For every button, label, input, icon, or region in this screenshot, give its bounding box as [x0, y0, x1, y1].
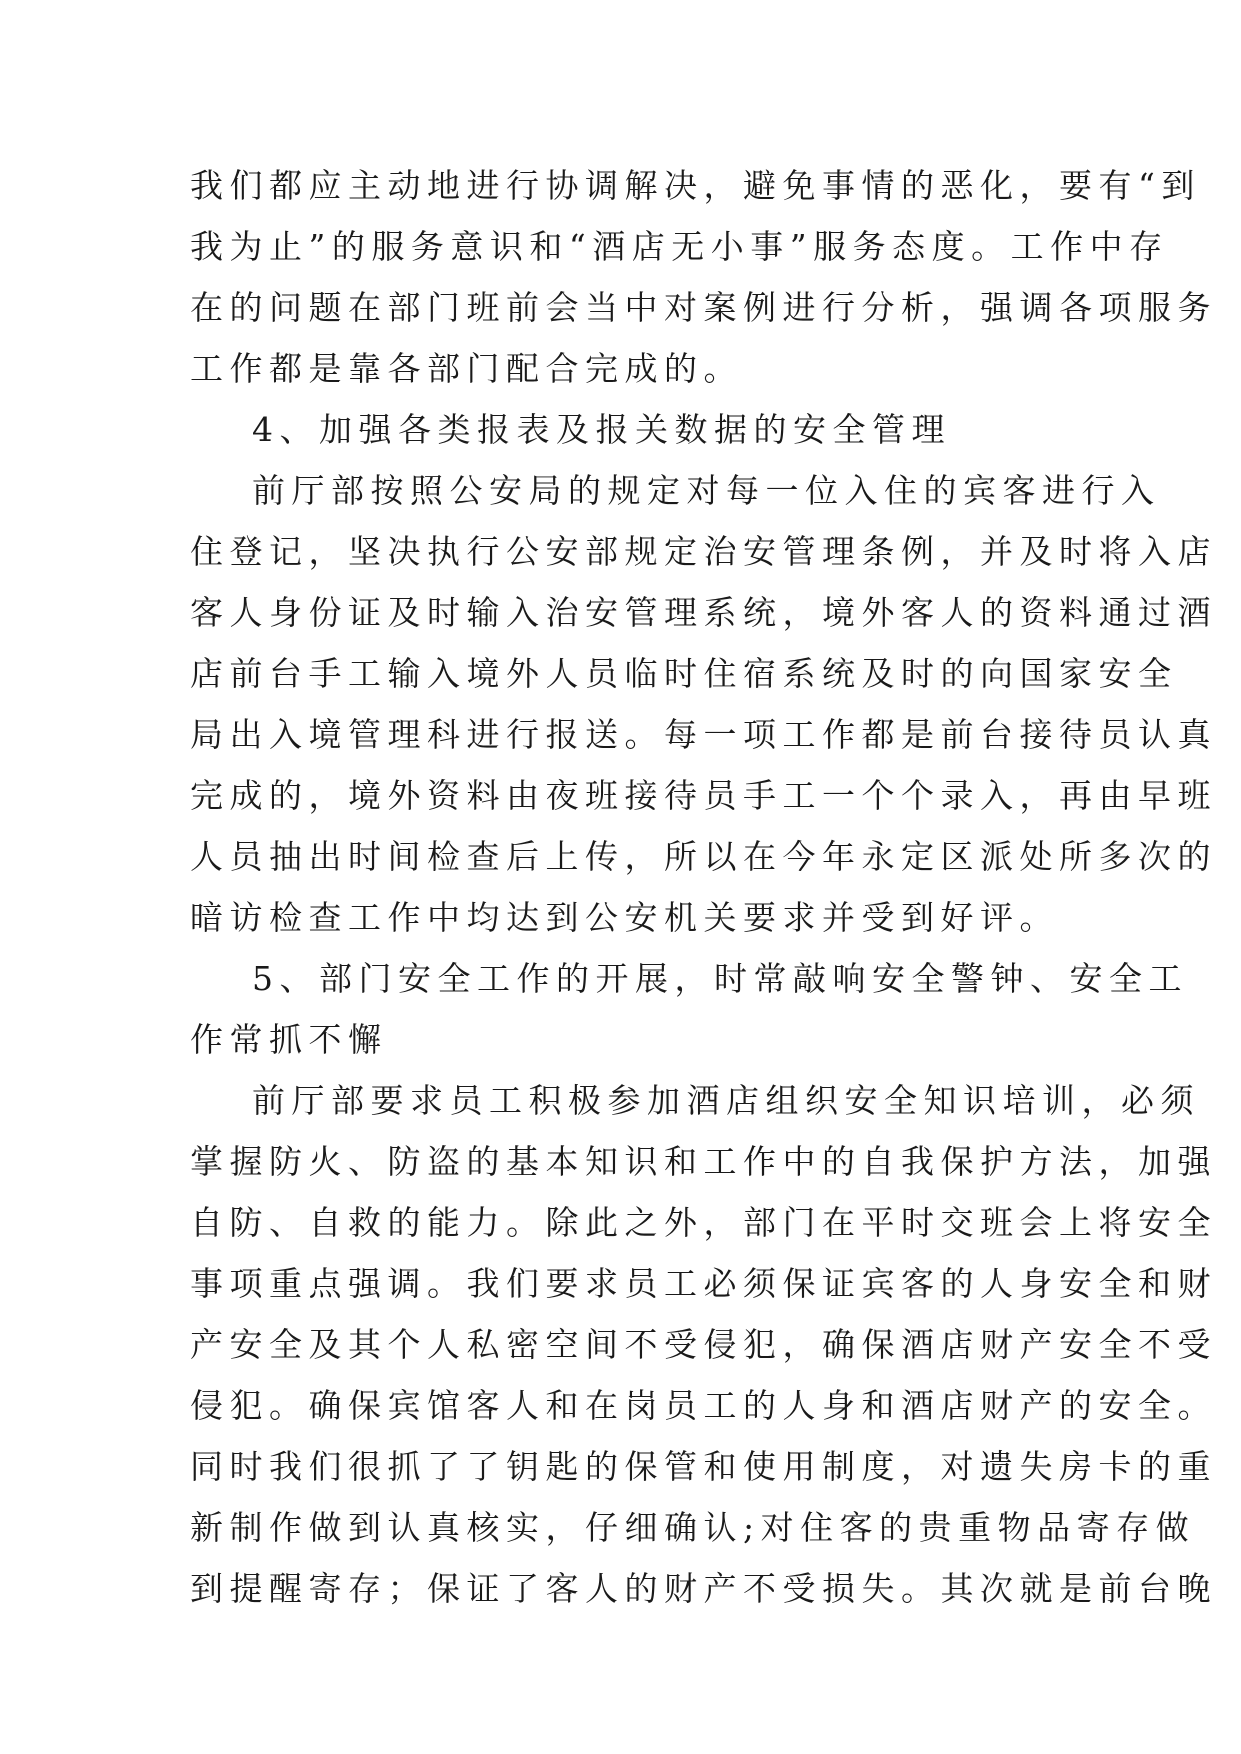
- text-line: 前厅部按照公安局的规定对每一位入住的宾客进行入: [252, 471, 1161, 510]
- text-line: 掌握防火、防盗的基本知识和工作中的自我保护方法，加强: [190, 1142, 1217, 1181]
- section-heading: 5、部门安全工作的开展，时常敲响安全警钟、安全工: [252, 959, 1188, 998]
- text-line: 到提醒寄存；保证了客人的财产不受损失。其次就是前台晚: [190, 1569, 1217, 1608]
- text-line: 工作都是靠各部门配合完成的。: [190, 349, 743, 388]
- text-line: 在的问题在部门班前会当中对案例进行分析，强调各项服务: [190, 288, 1217, 327]
- text-line: 我为止”的服务意识和“酒店无小事”服务态度。工作中存: [190, 227, 1169, 266]
- section-heading-continued: 作常抓不懈: [190, 1020, 388, 1059]
- text-line: 局出入境管理科进行报送。每一项工作都是前台接待员认真: [190, 715, 1217, 754]
- text-line: 我们都应主动地进行协调解决，避免事情的恶化，要有“到: [190, 166, 1201, 205]
- text-line: 产安全及其个人私密空间不受侵犯，确保酒店财产安全不受: [190, 1325, 1217, 1364]
- section-heading: 4、加强各类报表及报关数据的安全管理: [252, 410, 951, 449]
- text-line: 侵犯。确保宾馆客人和在岗员工的人身和酒店财产的安全。: [190, 1386, 1217, 1425]
- text-line: 店前台手工输入境外人员临时住宿系统及时的向国家安全: [190, 654, 1178, 693]
- text-line: 暗访检查工作中均达到公安机关要求并受到好评。: [190, 898, 1059, 937]
- text-line: 完成的，境外资料由夜班接待员手工一个个录入，再由早班: [190, 776, 1217, 815]
- text-line: 事项重点强调。我们要求员工必须保证宾客的人身安全和财: [190, 1264, 1217, 1303]
- text-line: 住登记，坚决执行公安部规定治安管理条例，并及时将入店: [190, 532, 1217, 571]
- text-line: 新制作做到认真核实，仔细确认;对住客的贵重物品寄存做: [190, 1508, 1196, 1547]
- text-line: 人员抽出时间检查后上传，所以在今年永定区派处所多次的: [190, 837, 1217, 876]
- text-line: 前厅部要求员工积极参加酒店组织安全知识培训，必须: [252, 1081, 1200, 1120]
- text-line: 自防、自救的能力。除此之外，部门在平时交班会上将安全: [190, 1203, 1217, 1242]
- document-body: [190, 155, 1217, 1619]
- text-line: 客人身份证及时输入治安管理系统，境外客人的资料通过酒: [190, 593, 1217, 632]
- text-line: 同时我们很抓了了钥匙的保管和使用制度，对遗失房卡的重: [190, 1447, 1217, 1486]
